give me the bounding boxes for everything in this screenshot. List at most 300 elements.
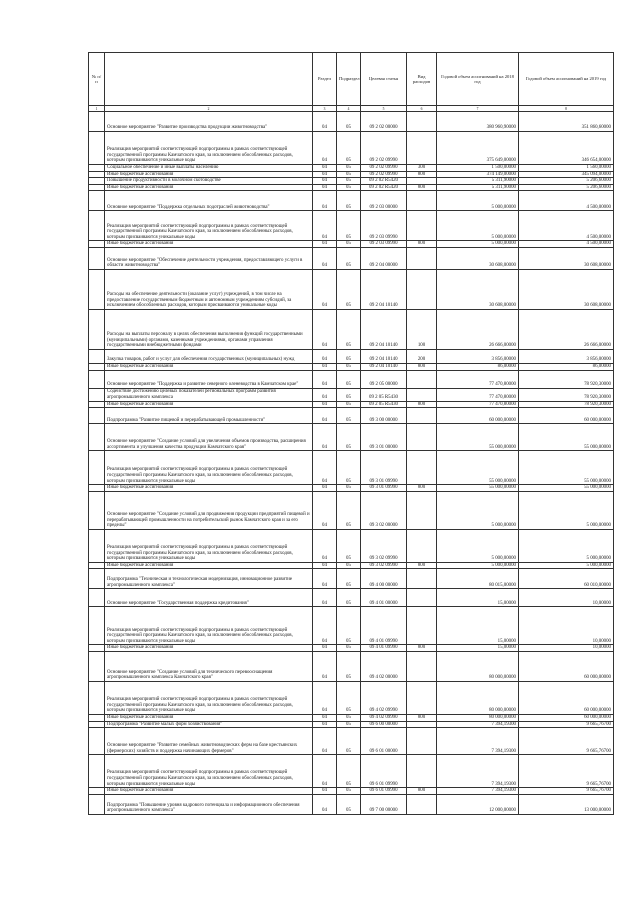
- row-number-cell: [89, 349, 105, 363]
- subsection-cell: 05: [337, 651, 361, 681]
- row-number-cell: [89, 589, 105, 607]
- table-row: [89, 589, 614, 607]
- item-name-cell: Основное мероприятие "Создание условий для продвижения продукции предприятий пищевой и перерабатывающей промышленности на потребительский рынок Камчатского края и за его пределы": [105, 491, 313, 529]
- item-name-cell: Подпрограмма "Развитие пищевой и перерабатывающей промышленности": [105, 408, 313, 424]
- header-volume-2018: Годовой объем ассигнований на 2018 год: [437, 53, 519, 106]
- volume-2019-cell: 3 856,00000: [519, 349, 614, 363]
- table-row: [89, 241, 614, 248]
- volume-2019-cell: 78 920,30000: [519, 388, 614, 401]
- table-row: [89, 721, 614, 728]
- section-cell: 04: [313, 112, 337, 132]
- expense-type-cell: 800: [407, 241, 437, 248]
- item-name-cell: Реализация мероприятий соответствующей подпрограммы в рамках соответствующей государственной программы Камчатского края, за исключением обособленных расходов, которым присваиваются уникальные коды: [105, 607, 313, 645]
- section-cell: 04: [313, 681, 337, 714]
- volume-2018-cell: 26 666,00000: [437, 309, 519, 349]
- target-article-cell: 09 2 02 09990: [361, 132, 407, 165]
- volume-2019-cell: 60 010,00000: [519, 569, 614, 589]
- row-number-cell: [89, 562, 105, 569]
- expense-type-cell: [407, 794, 437, 814]
- target-article-cell: 09 2 02 09990: [361, 165, 407, 172]
- row-number-cell: [89, 388, 105, 401]
- subsection-cell: 05: [337, 388, 361, 401]
- section-cell: 04: [313, 714, 337, 721]
- table-row: [89, 178, 614, 185]
- volume-2019-cell: 5 000,00000: [519, 491, 614, 529]
- header-volume-2019: Годовой объем ассигнований на 2019 год: [519, 53, 614, 106]
- volume-2018-cell: 7 394,19300: [437, 721, 519, 728]
- section-cell: 04: [313, 728, 337, 755]
- target-article-cell: 09 6 01 09990: [361, 755, 407, 788]
- expense-type-cell: [407, 755, 437, 788]
- item-name-cell: Основное мероприятие "Развитие семейных животноводческих ферм на базе крестьянских (фермерских) хозяйств и поддержка начинающих фермеров": [105, 728, 313, 755]
- subsection-cell: 05: [337, 401, 361, 408]
- row-number-cell: [89, 788, 105, 795]
- item-name-cell: Основное мероприятие "Государственная поддержка кредитования": [105, 589, 313, 607]
- volume-2019-cell: 78 920,30000: [519, 401, 614, 408]
- budget-table: [88, 52, 614, 815]
- column-number: 4: [337, 106, 361, 112]
- column-number: 7: [437, 106, 519, 112]
- table-row: [89, 191, 614, 211]
- header-section: Раздел: [313, 53, 337, 106]
- target-article-cell: 09 6 01 09990: [361, 788, 407, 795]
- table-row: [89, 184, 614, 191]
- volume-2018-cell: 5 000,00000: [437, 491, 519, 529]
- table-row: [89, 529, 614, 562]
- subsection-cell: 05: [337, 269, 361, 309]
- target-article-cell: 09 2 02 R5420: [361, 184, 407, 191]
- expense-type-cell: 800: [407, 714, 437, 721]
- subsection-cell: 05: [337, 363, 361, 370]
- section-cell: 04: [313, 607, 337, 645]
- subsection-cell: 05: [337, 562, 361, 569]
- target-article-cell: 09 4 02 00000: [361, 651, 407, 681]
- table-row: [89, 363, 614, 370]
- expense-type-cell: [407, 247, 437, 269]
- expense-type-cell: 800: [407, 562, 437, 569]
- expense-type-cell: [407, 728, 437, 755]
- section-cell: 04: [313, 388, 337, 401]
- volume-2019-cell: 4 500,00000: [519, 241, 614, 248]
- row-number-cell: [89, 191, 105, 211]
- row-number-cell: [89, 569, 105, 589]
- target-article-cell: 09 2 04 10140: [361, 349, 407, 363]
- table-row: [89, 681, 614, 714]
- row-number-cell: [89, 132, 105, 165]
- table-row: [89, 171, 614, 178]
- volume-2019-cell: 26 666,00000: [519, 309, 614, 349]
- expense-type-cell: 800: [407, 171, 437, 178]
- volume-2019-cell: 30 608,00000: [519, 247, 614, 269]
- row-number-cell: [89, 247, 105, 269]
- volume-2019-cell: 55 000,00000: [519, 451, 614, 485]
- expense-type-cell: [407, 408, 437, 424]
- expense-type-cell: 800: [407, 401, 437, 408]
- expense-type-cell: [407, 681, 437, 714]
- volume-2019-cell: 9 665,76700: [519, 728, 614, 755]
- subsection-cell: 05: [337, 184, 361, 191]
- section-cell: 04: [313, 569, 337, 589]
- volume-2019-cell: 351 860,60000: [519, 112, 614, 132]
- table-row: [89, 651, 614, 681]
- table-row: [89, 714, 614, 721]
- volume-2019-cell: 4 500,00000: [519, 211, 614, 241]
- item-name-cell: Основное мероприятие "Поддержка и развитие северного оленеводства в Камчатском крае": [105, 370, 313, 388]
- subsection-cell: 05: [337, 788, 361, 795]
- table-row: [89, 645, 614, 652]
- subsection-cell: 05: [337, 529, 361, 562]
- row-number-cell: [89, 309, 105, 349]
- target-article-cell: 09 3 01 09990: [361, 485, 407, 492]
- volume-2019-cell: 10,00000: [519, 589, 614, 607]
- volume-2018-cell: 7 394,19300: [437, 788, 519, 795]
- row-number-cell: [89, 178, 105, 185]
- target-article-cell: 09 6 00 00000: [361, 721, 407, 728]
- target-article-cell: 09 2 04 00000: [361, 247, 407, 269]
- row-number-cell: [89, 607, 105, 645]
- target-article-cell: 09 2 03 09990: [361, 211, 407, 241]
- subsection-cell: 05: [337, 569, 361, 589]
- row-number-cell: [89, 424, 105, 451]
- table-row: [89, 794, 614, 814]
- item-name-cell: Иные бюджетные ассигнования: [105, 184, 313, 191]
- volume-2018-cell: 374 149,00000: [437, 171, 519, 178]
- target-article-cell: 09 2 02 09990: [361, 171, 407, 178]
- volume-2019-cell: 13 000,00000: [519, 794, 614, 814]
- target-article-cell: 09 3 02 00000: [361, 491, 407, 529]
- column-number: 5: [361, 106, 407, 112]
- expense-type-cell: [407, 451, 437, 485]
- expense-type-cell: [407, 388, 437, 401]
- section-cell: 04: [313, 349, 337, 363]
- row-number-cell: [89, 112, 105, 132]
- volume-2019-cell: 60 000,00000: [519, 408, 614, 424]
- header-num: № п/п: [89, 53, 105, 106]
- row-number-cell: [89, 451, 105, 485]
- volume-2018-cell: 7 394,19300: [437, 755, 519, 788]
- section-cell: 04: [313, 491, 337, 529]
- item-name-cell: Основное мероприятие "Поддержка отдельных подотраслей животноводства": [105, 191, 313, 211]
- row-number-cell: [89, 408, 105, 424]
- volume-2019-cell: 86,00000: [519, 363, 614, 370]
- volume-2019-cell: 9 665,76700: [519, 721, 614, 728]
- item-name-cell: Иные бюджетные ассигнования: [105, 485, 313, 492]
- volume-2018-cell: 77 470,80000: [437, 388, 519, 401]
- volume-2018-cell: 80 000,00000: [437, 714, 519, 721]
- section-cell: 04: [313, 451, 337, 485]
- item-name-cell: Социальное обеспечение и иные выплаты населению: [105, 165, 313, 172]
- volume-2019-cell: 4 500,00000: [519, 191, 614, 211]
- item-name-cell: Подпрограмма "Развитие малых форм хозяйствования": [105, 721, 313, 728]
- target-article-cell: 09 2 05 R5430: [361, 401, 407, 408]
- item-name-cell: Расходы на обеспечение деятельности (оказание услуг) учреждений, в том числе на предоставление государственным бюджетным и автономным учреждениям субсидий, за исключением обособленных расходов, которым присваиваются уникальные коды: [105, 269, 313, 309]
- table-row: [89, 388, 614, 401]
- table-row: [89, 211, 614, 241]
- volume-2018-cell: 5 000,00000: [437, 562, 519, 569]
- expense-type-cell: [407, 178, 437, 185]
- row-number-cell: [89, 681, 105, 714]
- table-row: [89, 247, 614, 269]
- target-article-cell: 09 3 02 09990: [361, 529, 407, 562]
- target-article-cell: 09 4 02 09990: [361, 681, 407, 714]
- expense-type-cell: 800: [407, 788, 437, 795]
- subsection-cell: 05: [337, 349, 361, 363]
- subsection-cell: 05: [337, 714, 361, 721]
- section-cell: 04: [313, 132, 337, 165]
- volume-2019-cell: 9 665,76700: [519, 755, 614, 788]
- volume-2018-cell: 77 470,80000: [437, 370, 519, 388]
- volume-2019-cell: 30 608,00000: [519, 269, 614, 309]
- item-name-cell: Иные бюджетные ассигнования: [105, 171, 313, 178]
- expense-type-cell: [407, 370, 437, 388]
- volume-2018-cell: 55 000,00000: [437, 485, 519, 492]
- volume-2018-cell: 380 960,90000: [437, 112, 519, 132]
- subsection-cell: 05: [337, 755, 361, 788]
- section-cell: 04: [313, 165, 337, 172]
- table-row: [89, 755, 614, 788]
- subsection-cell: 05: [337, 309, 361, 349]
- row-number-cell: [89, 645, 105, 652]
- expense-type-cell: [407, 569, 437, 589]
- table-row: [89, 401, 614, 408]
- expense-type-cell: 300: [407, 165, 437, 172]
- section-cell: 04: [313, 485, 337, 492]
- table-row: [89, 569, 614, 589]
- section-cell: 04: [313, 184, 337, 191]
- header-name: [105, 53, 313, 106]
- table-row: [89, 424, 614, 451]
- item-name-cell: Повышение продуктивности в молочном скотоводстве: [105, 178, 313, 185]
- target-article-cell: 09 2 02 00000: [361, 112, 407, 132]
- target-article-cell: 09 2 05 R5430: [361, 388, 407, 401]
- row-number-cell: [89, 651, 105, 681]
- section-cell: 04: [313, 794, 337, 814]
- table-header-row: [89, 53, 614, 106]
- table-row: [89, 607, 614, 645]
- table-row: [89, 408, 614, 424]
- table-row: [89, 788, 614, 795]
- section-cell: 04: [313, 171, 337, 178]
- item-name-cell: Основное мероприятие "Развитие производства продукции животноводства": [105, 112, 313, 132]
- subsection-cell: 05: [337, 607, 361, 645]
- volume-2019-cell: 5 000,00000: [519, 562, 614, 569]
- volume-2019-cell: 345 094,00000: [519, 171, 614, 178]
- volume-2019-cell: 55 000,00000: [519, 424, 614, 451]
- item-name-cell: Реализация мероприятий соответствующей подпрограммы в рамках соответствующей государственной программы Камчатского края, за исключением обособленных расходов, которым присваиваются уникальные коды: [105, 211, 313, 241]
- volume-2018-cell: 30 608,00000: [437, 247, 519, 269]
- item-name-cell: Иные бюджетные ассигнования: [105, 241, 313, 248]
- section-cell: 04: [313, 241, 337, 248]
- section-cell: 04: [313, 651, 337, 681]
- subsection-cell: 05: [337, 171, 361, 178]
- volume-2018-cell: 5 000,00000: [437, 241, 519, 248]
- row-number-cell: [89, 165, 105, 172]
- row-number-cell: [89, 721, 105, 728]
- item-name-cell: Основное мероприятие "Обеспечение деятельности учреждения, предоставляющего услуги в области животноводства": [105, 247, 313, 269]
- expense-type-cell: 800: [407, 645, 437, 652]
- expense-type-cell: [407, 721, 437, 728]
- volume-2019-cell: 55 000,00000: [519, 485, 614, 492]
- section-cell: 04: [313, 589, 337, 607]
- subsection-cell: 05: [337, 370, 361, 388]
- table-row: [89, 309, 614, 349]
- table-row: [89, 485, 614, 492]
- column-number: 1: [89, 106, 105, 112]
- volume-2018-cell: 80 000,00000: [437, 651, 519, 681]
- item-name-cell: Реализация мероприятий соответствующей подпрограммы в рамках соответствующей государственной программы Камчатского края, за исключением обособленных расходов, которым присваиваются уникальные коды: [105, 132, 313, 165]
- expense-type-cell: 200: [407, 349, 437, 363]
- table-row: [89, 451, 614, 485]
- section-cell: 04: [313, 401, 337, 408]
- subsection-cell: 05: [337, 728, 361, 755]
- target-article-cell: 09 3 01 09990: [361, 451, 407, 485]
- subsection-cell: 05: [337, 424, 361, 451]
- item-name-cell: Расходы на выплаты персоналу в целях обеспечения выполнения функций государственными (муниципальными) органами, казенными учреждениями, органами управления государственными внебюджетными фондами: [105, 309, 313, 349]
- item-name-cell: Закупка товаров, работ и услуг для обеспечения государственных (муниципальных) нужд: [105, 349, 313, 363]
- target-article-cell: 09 4 02 09990: [361, 714, 407, 721]
- target-article-cell: 09 2 03 09990: [361, 241, 407, 248]
- subsection-cell: 05: [337, 132, 361, 165]
- subsection-cell: 05: [337, 491, 361, 529]
- volume-2019-cell: 10,00000: [519, 645, 614, 652]
- volume-2018-cell: 77 470,80000: [437, 401, 519, 408]
- volume-2018-cell: 15,00000: [437, 607, 519, 645]
- volume-2019-cell: 9 665,76700: [519, 788, 614, 795]
- expense-type-cell: [407, 607, 437, 645]
- section-cell: 04: [313, 309, 337, 349]
- section-cell: 04: [313, 408, 337, 424]
- subsection-cell: 05: [337, 408, 361, 424]
- section-cell: 04: [313, 645, 337, 652]
- volume-2018-cell: 5 311,90000: [437, 184, 519, 191]
- expense-type-cell: 100: [407, 309, 437, 349]
- subsection-cell: 05: [337, 112, 361, 132]
- volume-2019-cell: 5 000,00000: [519, 529, 614, 562]
- subsection-cell: 05: [337, 589, 361, 607]
- expense-type-cell: 800: [407, 485, 437, 492]
- item-name-cell: Иные бюджетные ассигнования: [105, 714, 313, 721]
- section-cell: 04: [313, 721, 337, 728]
- row-number-cell: [89, 794, 105, 814]
- item-name-cell: Иные бюджетные ассигнования: [105, 363, 313, 370]
- item-name-cell: Реализация мероприятий соответствующей подпрограммы в рамках соответствующей государственной программы Камчатского края, за исключением обособленных расходов, которым присваиваются уникальные коды: [105, 755, 313, 788]
- item-name-cell: Подпрограмма "Повышение уровня кадрового потенциала и информационного обеспечения агропромышленного комплекса": [105, 794, 313, 814]
- volume-2018-cell: 12 000,00000: [437, 794, 519, 814]
- column-number: 8: [519, 106, 614, 112]
- section-cell: 04: [313, 178, 337, 185]
- subsection-cell: 05: [337, 241, 361, 248]
- row-number-cell: [89, 755, 105, 788]
- target-article-cell: 09 2 05 00000: [361, 370, 407, 388]
- section-cell: 04: [313, 424, 337, 451]
- volume-2018-cell: 1 500,00000: [437, 165, 519, 172]
- row-number-cell: [89, 241, 105, 248]
- item-name-cell: Подпрограмма "Техническая и технологическая модернизация, инновационное развитие агропромышленного комплекса": [105, 569, 313, 589]
- subsection-cell: 05: [337, 794, 361, 814]
- item-name-cell: Содействие достижению целевых показателей региональных программ развития агропромышленного комплекса: [105, 388, 313, 401]
- volume-2018-cell: 5 311,90000: [437, 178, 519, 185]
- item-name-cell: Реализация мероприятий соответствующей подпрограммы в рамках соответствующей государственной программы Камчатского края, за исключением обособленных расходов, которым присваиваются уникальные коды: [105, 529, 313, 562]
- row-number-cell: [89, 401, 105, 408]
- subsection-cell: 05: [337, 485, 361, 492]
- volume-2019-cell: 5 206,60000: [519, 184, 614, 191]
- volume-2018-cell: 7 394,19300: [437, 728, 519, 755]
- header-expense-type: Вид расходов: [407, 53, 437, 106]
- target-article-cell: 09 2 02 R5420: [361, 178, 407, 185]
- volume-2018-cell: 5 000,00000: [437, 191, 519, 211]
- row-number-cell: [89, 714, 105, 721]
- subsection-cell: 05: [337, 721, 361, 728]
- section-cell: 04: [313, 788, 337, 795]
- expense-type-cell: [407, 529, 437, 562]
- table-row: [89, 349, 614, 363]
- row-number-cell: [89, 184, 105, 191]
- section-cell: 04: [313, 211, 337, 241]
- volume-2018-cell: 5 000,00000: [437, 211, 519, 241]
- table-row: [89, 132, 614, 165]
- subsection-cell: 05: [337, 211, 361, 241]
- column-number: 2: [105, 106, 313, 112]
- section-cell: 04: [313, 269, 337, 309]
- section-cell: 04: [313, 363, 337, 370]
- item-name-cell: Иные бюджетные ассигнования: [105, 788, 313, 795]
- table-row: [89, 491, 614, 529]
- subsection-cell: 05: [337, 451, 361, 485]
- row-number-cell: [89, 728, 105, 755]
- volume-2018-cell: 86,00000: [437, 363, 519, 370]
- subsection-cell: 05: [337, 681, 361, 714]
- row-number-cell: [89, 363, 105, 370]
- subsection-cell: 05: [337, 191, 361, 211]
- table-row: [89, 562, 614, 569]
- table-row: [89, 269, 614, 309]
- volume-2018-cell: 3 856,00000: [437, 349, 519, 363]
- expense-type-cell: [407, 132, 437, 165]
- volume-2019-cell: 60 000,00000: [519, 714, 614, 721]
- row-number-cell: [89, 171, 105, 178]
- section-cell: 04: [313, 370, 337, 388]
- target-article-cell: 09 2 04 10140: [361, 269, 407, 309]
- volume-2018-cell: 80 000,00000: [437, 681, 519, 714]
- item-name-cell: Иные бюджетные ассигнования: [105, 562, 313, 569]
- volume-2018-cell: 60 000,00000: [437, 408, 519, 424]
- target-article-cell: 09 4 01 09990: [361, 645, 407, 652]
- expense-type-cell: [407, 424, 437, 451]
- expense-type-cell: [407, 112, 437, 132]
- volume-2018-cell: 15,00000: [437, 589, 519, 607]
- volume-2019-cell: 60 000,00000: [519, 651, 614, 681]
- volume-2019-cell: 346 654,00000: [519, 132, 614, 165]
- subsection-cell: 05: [337, 165, 361, 172]
- table-row: [89, 728, 614, 755]
- expense-type-cell: [407, 651, 437, 681]
- target-article-cell: 09 4 00 00000: [361, 569, 407, 589]
- row-number-cell: [89, 211, 105, 241]
- section-cell: 04: [313, 191, 337, 211]
- section-cell: 04: [313, 247, 337, 269]
- expense-type-cell: [407, 589, 437, 607]
- section-cell: 04: [313, 529, 337, 562]
- row-number-cell: [89, 485, 105, 492]
- item-name-cell: Иные бюджетные ассигнования: [105, 645, 313, 652]
- volume-2019-cell: 10,00000: [519, 607, 614, 645]
- expense-type-cell: [407, 191, 437, 211]
- row-number-cell: [89, 370, 105, 388]
- target-article-cell: 09 3 02 09990: [361, 562, 407, 569]
- volume-2018-cell: 80 015,00000: [437, 569, 519, 589]
- volume-2018-cell: 15,00000: [437, 645, 519, 652]
- section-cell: 04: [313, 755, 337, 788]
